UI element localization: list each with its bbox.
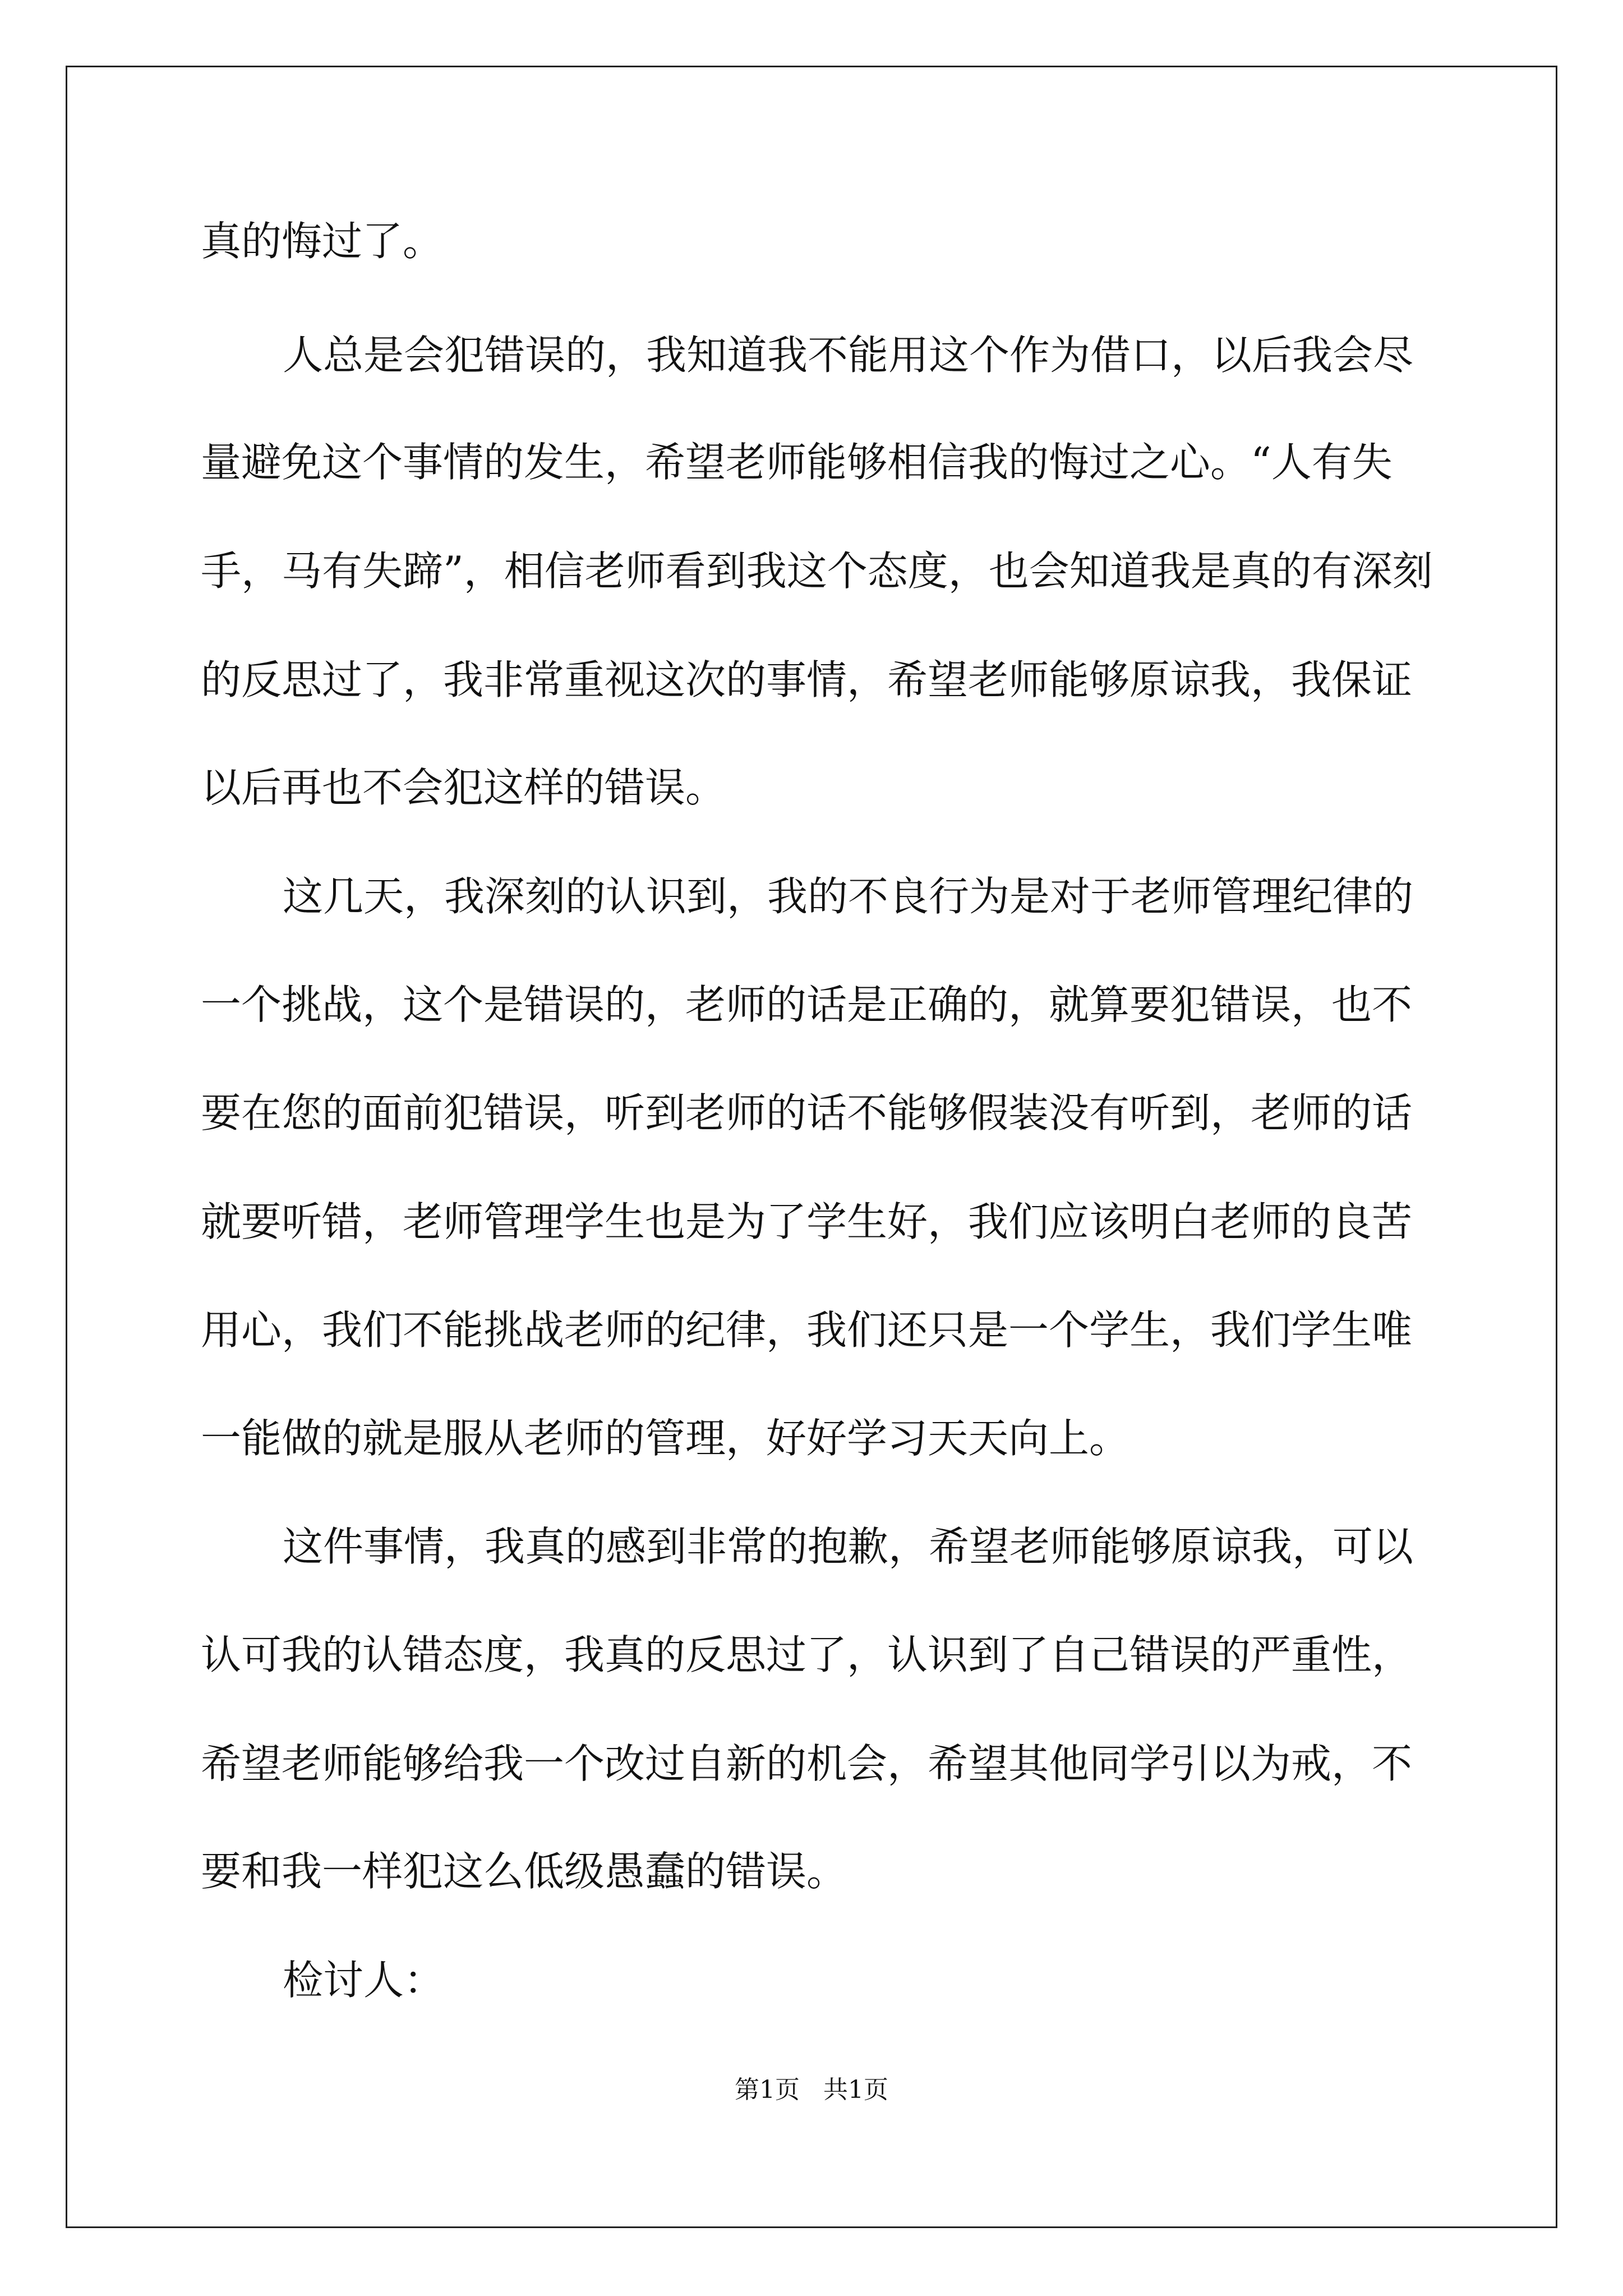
text-line: 希望老师能够给我一个改过自新的机会，希望其他同学引以为戒，不 [201,1740,1413,1787]
page-footer: 第1页 共1页 [735,2076,888,2104]
text-line: 用心，我们不能挑战老师的纪律，我们还只是一个学生，我们学生唯 [201,1306,1413,1354]
signature-label: 检讨人： [283,1957,445,2004]
text-line: 认可我的认错态度，我真的反思过了，认识到了自己错误的严重性， [201,1631,1413,1678]
text-line: 一能做的就是服从老师的管理，好好学习天天向上。 [201,1415,1130,1462]
text-line: 真的悔过了。 [201,218,444,265]
text-line: 人总是会犯错误的，我知道我不能用这个作为借口，以后我会尽 [283,332,1414,379]
text-line: 以后再也不会犯这样的错误。 [201,764,726,811]
page-border [66,66,1557,2228]
text-line: 这几天，我深刻的认识到，我的不良行为是对于老师管理纪律的 [283,873,1414,920]
text-line: 一个挑战，这个是错误的，老师的话是正确的，就算要犯错误，也不 [201,981,1413,1028]
text-line: 手，马有失蹄”，相信老师看到我这个态度，也会知道我是真的有深刻 [201,547,1433,595]
text-line: 要在您的面前犯错误，听到老师的话不能够假装没有听到，老师的话 [201,1089,1413,1137]
text-line: 的反思过了，我非常重视这次的事情，希望老师能够原谅我，我保证 [201,656,1413,703]
text-line: 就要听错，老师管理学生也是为了学生好，我们应该明白老师的良苦 [201,1198,1413,1245]
text-line: 量避免这个事情的发生，希望老师能够相信我的悔过之心。“人有失 [201,439,1393,486]
text-line: 要和我一样犯这么低级愚蠢的错误。 [201,1848,847,1895]
text-line: 这件事情，我真的感到非常的抱歉，希望老师能够原谅我，可以 [283,1523,1414,1570]
